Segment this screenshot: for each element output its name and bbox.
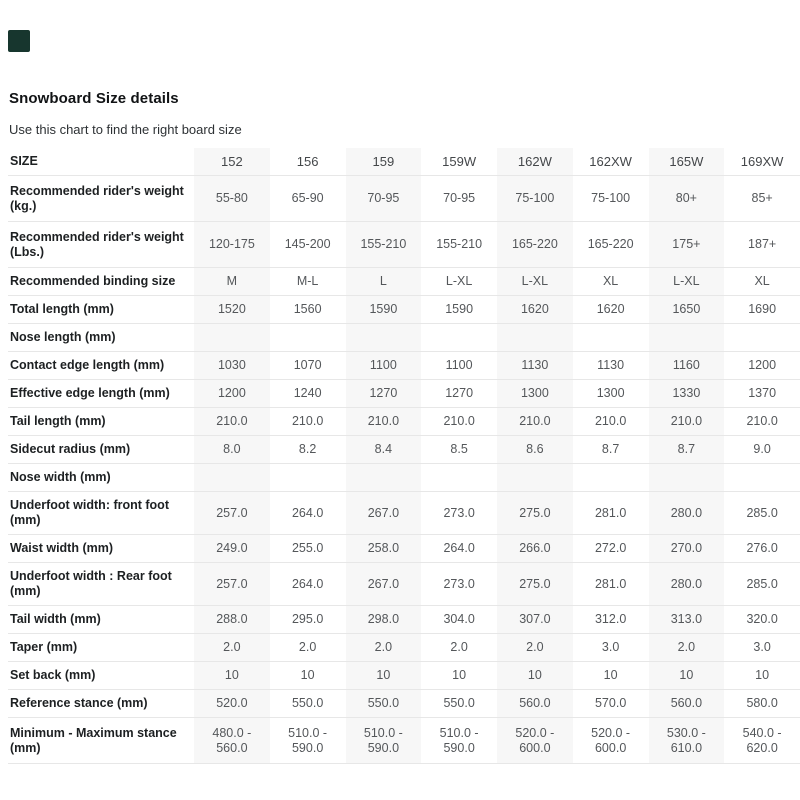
table-cell: 2.0 <box>497 634 573 662</box>
table-cell: 10 <box>573 662 649 690</box>
table-row <box>8 492 800 535</box>
table-cell: 264.0 <box>270 563 346 606</box>
brand-logo-square <box>8 30 30 52</box>
table-cell: 307.0 <box>497 606 573 634</box>
table-cell: 210.0 <box>270 408 346 436</box>
table-cell: 255.0 <box>270 535 346 563</box>
table-row <box>8 606 800 634</box>
table-cell: 295.0 <box>270 606 346 634</box>
table-cell: 570.0 <box>573 690 649 718</box>
row-label: Recommended binding size <box>8 268 194 296</box>
table-cell: 280.0 <box>649 563 725 606</box>
column-header: 159 <box>346 148 422 176</box>
table-row <box>8 690 800 718</box>
column-header: 159W <box>421 148 497 176</box>
table-cell: 510.0 - 590.0 <box>346 718 422 764</box>
row-label: Nose width (mm) <box>8 464 194 492</box>
table-row <box>8 535 800 563</box>
table-cell: 267.0 <box>346 563 422 606</box>
table-cell: 3.0 <box>573 634 649 662</box>
row-label: Contact edge length (mm) <box>8 352 194 380</box>
table-cell: 8.5 <box>421 436 497 464</box>
table-cell: 10 <box>270 662 346 690</box>
row-label: Taper (mm) <box>8 634 194 662</box>
table-cell: 8.0 <box>194 436 270 464</box>
table-cell: 1620 <box>497 296 573 324</box>
table-cell: 10 <box>497 662 573 690</box>
table-cell: 8.7 <box>573 436 649 464</box>
table-cell: 1130 <box>497 352 573 380</box>
table-cell: 258.0 <box>346 535 422 563</box>
table-cell: 1100 <box>346 352 422 380</box>
table-cell: 2.0 <box>270 634 346 662</box>
table-cell: 257.0 <box>194 563 270 606</box>
table-cell: 580.0 <box>724 690 800 718</box>
table-cell: 520.0 <box>194 690 270 718</box>
table-row <box>8 464 800 492</box>
table-cell: 298.0 <box>346 606 422 634</box>
table-cell: 304.0 <box>421 606 497 634</box>
table-cell: 1300 <box>573 380 649 408</box>
table-cell: 510.0 - 590.0 <box>421 718 497 764</box>
row-label: Total length (mm) <box>8 296 194 324</box>
table-cell <box>346 324 422 352</box>
table-cell: L <box>346 268 422 296</box>
header-row <box>8 148 800 176</box>
row-label: Underfoot width: front foot (mm) <box>8 492 194 535</box>
table-cell: 85+ <box>724 176 800 222</box>
table-cell: 175+ <box>649 222 725 268</box>
table-row <box>8 296 800 324</box>
table-cell: 210.0 <box>649 408 725 436</box>
table-cell: 266.0 <box>497 535 573 563</box>
table-cell: 276.0 <box>724 535 800 563</box>
row-label: Sidecut radius (mm) <box>8 436 194 464</box>
table-cell <box>421 464 497 492</box>
table-cell: 313.0 <box>649 606 725 634</box>
table-cell: 155-210 <box>421 222 497 268</box>
table-cell: 155-210 <box>346 222 422 268</box>
table-cell: 264.0 <box>421 535 497 563</box>
table-cell: 1130 <box>573 352 649 380</box>
table-row <box>8 222 800 268</box>
table-cell: 8.6 <box>497 436 573 464</box>
table-cell: 187+ <box>724 222 800 268</box>
column-header: 162W <box>497 148 573 176</box>
table-cell: 55-80 <box>194 176 270 222</box>
table-cell: 520.0 - 600.0 <box>573 718 649 764</box>
table-cell: 249.0 <box>194 535 270 563</box>
table-cell: 510.0 - 590.0 <box>270 718 346 764</box>
table-cell: 270.0 <box>649 535 725 563</box>
table-cell <box>497 324 573 352</box>
table-cell: 165-220 <box>573 222 649 268</box>
row-label: Recommended rider's weight (Lbs.) <box>8 222 194 268</box>
table-cell: L-XL <box>649 268 725 296</box>
table-cell: 2.0 <box>346 634 422 662</box>
table-cell: 210.0 <box>346 408 422 436</box>
column-header: 162XW <box>573 148 649 176</box>
row-label: Set back (mm) <box>8 662 194 690</box>
table-cell: 520.0 - 600.0 <box>497 718 573 764</box>
table-cell: 267.0 <box>346 492 422 535</box>
table-cell: 3.0 <box>724 634 800 662</box>
table-cell <box>724 464 800 492</box>
table-cell: 210.0 <box>421 408 497 436</box>
table-row <box>8 662 800 690</box>
size-table-body <box>8 176 800 764</box>
row-label: Recommended rider's weight (kg.) <box>8 176 194 222</box>
table-cell: 1160 <box>649 352 725 380</box>
table-cell: M <box>194 268 270 296</box>
table-cell <box>270 324 346 352</box>
table-cell: 1270 <box>421 380 497 408</box>
table-cell: 1200 <box>194 380 270 408</box>
table-cell: 320.0 <box>724 606 800 634</box>
table-cell: 1520 <box>194 296 270 324</box>
table-cell: 10 <box>194 662 270 690</box>
table-cell: 257.0 <box>194 492 270 535</box>
table-cell: 1100 <box>421 352 497 380</box>
table-cell <box>649 464 725 492</box>
table-cell: 1370 <box>724 380 800 408</box>
table-row <box>8 563 800 606</box>
table-cell <box>346 464 422 492</box>
table-cell <box>497 464 573 492</box>
row-label: Effective edge length (mm) <box>8 380 194 408</box>
table-cell: 264.0 <box>270 492 346 535</box>
table-cell: 120-175 <box>194 222 270 268</box>
table-cell: 165-220 <box>497 222 573 268</box>
table-cell: 288.0 <box>194 606 270 634</box>
row-label: Nose length (mm) <box>8 324 194 352</box>
column-header: 169XW <box>724 148 800 176</box>
size-table <box>8 148 800 764</box>
table-cell <box>649 324 725 352</box>
table-cell: 70-95 <box>346 176 422 222</box>
table-cell: 550.0 <box>346 690 422 718</box>
table-cell: XL <box>724 268 800 296</box>
table-row <box>8 352 800 380</box>
table-cell: 272.0 <box>573 535 649 563</box>
row-label: Minimum - Maximum stance (mm) <box>8 718 194 764</box>
table-cell: 80+ <box>649 176 725 222</box>
table-cell: 10 <box>421 662 497 690</box>
table-cell: 10 <box>724 662 800 690</box>
row-label: Tail length (mm) <box>8 408 194 436</box>
table-cell: 1590 <box>421 296 497 324</box>
table-cell: 285.0 <box>724 563 800 606</box>
table-cell: 1270 <box>346 380 422 408</box>
table-cell: 275.0 <box>497 563 573 606</box>
table-cell: 9.0 <box>724 436 800 464</box>
table-cell: 65-90 <box>270 176 346 222</box>
table-cell: 1300 <box>497 380 573 408</box>
table-cell: 550.0 <box>270 690 346 718</box>
table-cell <box>573 324 649 352</box>
column-header: 156 <box>270 148 346 176</box>
table-cell: 1650 <box>649 296 725 324</box>
table-cell: 1590 <box>346 296 422 324</box>
table-row <box>8 268 800 296</box>
table-cell <box>724 324 800 352</box>
table-cell <box>421 324 497 352</box>
row-label: Reference stance (mm) <box>8 690 194 718</box>
table-row <box>8 176 800 222</box>
table-cell: 2.0 <box>649 634 725 662</box>
page-title: Snowboard Size details <box>9 90 179 107</box>
table-row <box>8 634 800 662</box>
table-cell: 281.0 <box>573 492 649 535</box>
table-cell: 530.0 - 610.0 <box>649 718 725 764</box>
table-row <box>8 718 800 764</box>
table-cell: M-L <box>270 268 346 296</box>
table-cell: 145-200 <box>270 222 346 268</box>
table-cell: 1330 <box>649 380 725 408</box>
table-cell: 2.0 <box>421 634 497 662</box>
table-cell: 480.0 - 560.0 <box>194 718 270 764</box>
table-cell: 1620 <box>573 296 649 324</box>
table-cell <box>573 464 649 492</box>
size-header-label: SIZE <box>8 148 194 176</box>
table-cell: L-XL <box>421 268 497 296</box>
table-cell <box>194 464 270 492</box>
table-cell: 281.0 <box>573 563 649 606</box>
table-cell <box>194 324 270 352</box>
table-cell: 560.0 <box>649 690 725 718</box>
table-cell: 540.0 - 620.0 <box>724 718 800 764</box>
table-cell: 1030 <box>194 352 270 380</box>
table-cell: 10 <box>649 662 725 690</box>
row-label: Waist width (mm) <box>8 535 194 563</box>
table-cell: 210.0 <box>497 408 573 436</box>
table-cell: 2.0 <box>194 634 270 662</box>
table-cell: 1560 <box>270 296 346 324</box>
table-row <box>8 380 800 408</box>
column-header: 152 <box>194 148 270 176</box>
table-cell: 312.0 <box>573 606 649 634</box>
page-subtitle: Use this chart to find the right board size <box>9 122 242 137</box>
table-cell: 70-95 <box>421 176 497 222</box>
row-label: Tail width (mm) <box>8 606 194 634</box>
table-cell: 1240 <box>270 380 346 408</box>
table-cell: 273.0 <box>421 492 497 535</box>
table-cell <box>270 464 346 492</box>
table-cell: 210.0 <box>573 408 649 436</box>
table-cell: 75-100 <box>497 176 573 222</box>
table-cell: 75-100 <box>573 176 649 222</box>
table-cell: 1690 <box>724 296 800 324</box>
table-cell: 560.0 <box>497 690 573 718</box>
table-cell: 550.0 <box>421 690 497 718</box>
table-cell: 1070 <box>270 352 346 380</box>
table-cell: 273.0 <box>421 563 497 606</box>
table-cell: 210.0 <box>724 408 800 436</box>
table-cell: 285.0 <box>724 492 800 535</box>
table-cell: 8.2 <box>270 436 346 464</box>
table-cell: 8.7 <box>649 436 725 464</box>
table-cell: 1200 <box>724 352 800 380</box>
table-row <box>8 324 800 352</box>
column-header: 165W <box>649 148 725 176</box>
table-cell: 210.0 <box>194 408 270 436</box>
table-cell: 275.0 <box>497 492 573 535</box>
table-cell: XL <box>573 268 649 296</box>
table-cell: 10 <box>346 662 422 690</box>
row-label: Underfoot width : Rear foot (mm) <box>8 563 194 606</box>
table-cell: 8.4 <box>346 436 422 464</box>
table-row <box>8 436 800 464</box>
table-cell: 280.0 <box>649 492 725 535</box>
size-table-header <box>8 148 800 176</box>
table-row <box>8 408 800 436</box>
table-cell: L-XL <box>497 268 573 296</box>
